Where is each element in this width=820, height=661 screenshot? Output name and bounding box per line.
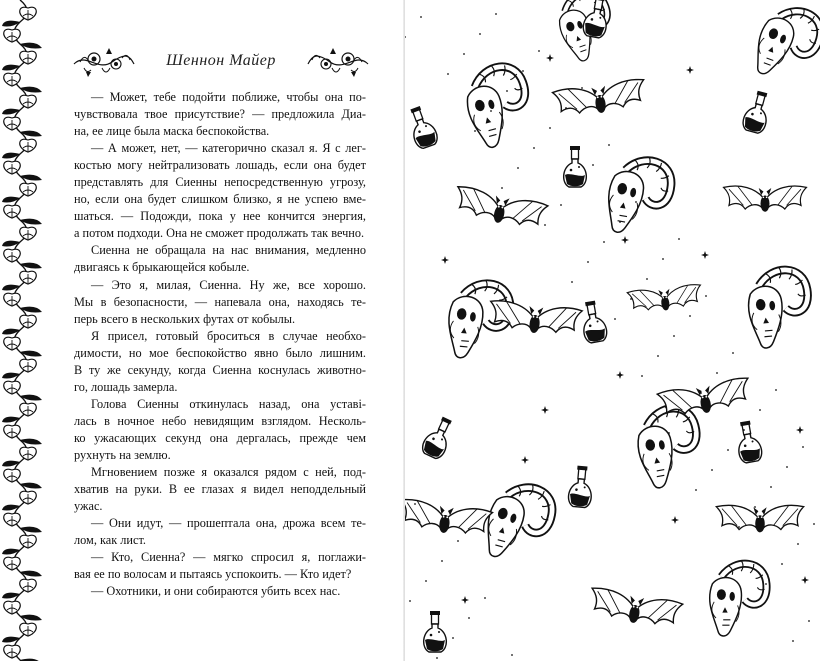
star-icon: [441, 256, 449, 264]
flower-icon: [4, 425, 42, 444]
text-line: — А может, нет, — категорично сказал я. Я с лег-: [91, 141, 366, 156]
flower-icon: [4, 249, 42, 268]
text-line: ужас.: [74, 499, 103, 514]
text-line: Я присел, готовый броситься в случае необхо-: [91, 328, 366, 343]
bat-icon: [405, 498, 493, 539]
flower-icon: [4, 381, 42, 400]
paragraph: [74, 549, 366, 583]
flower-icon: [4, 337, 42, 356]
text-line: двигаясь к брыкающейся кобыле.: [74, 260, 250, 275]
flower-icon: [4, 29, 42, 48]
floral-ornament-icon: [306, 42, 370, 82]
text-line: Голова Сиенны откинулась назад, она уставі-: [91, 396, 366, 411]
page-header: [72, 42, 370, 82]
bat-icon: [716, 505, 803, 532]
text-line: вая ее по волосам и пытаясь успокоить. — Кто идет?: [74, 567, 352, 582]
star-icon: [801, 576, 809, 584]
text-line: а потом подходи. Она не сможет продолжать так вечно.: [74, 226, 365, 241]
potion-icon: [420, 414, 458, 461]
star-icon: [541, 406, 549, 414]
text-line: шаться. — Подожди, пока у нее кончится энергия,: [74, 209, 366, 224]
text-line: перь всего в нескольких футах от кобылы.: [74, 311, 296, 326]
text-line: на, ее лице была маска беспокойства.: [74, 124, 270, 139]
flower-icon: [4, 205, 42, 224]
star-icon: [621, 236, 629, 244]
star-icon: [616, 371, 624, 379]
text-line: лом, как лист.: [74, 533, 146, 548]
paragraph: [74, 277, 366, 328]
text-line: В ту же секунду, когда Сиенна коснулась животно-: [74, 362, 366, 377]
left-page: [0, 0, 405, 661]
flower-icon: [4, 645, 42, 661]
text-line: лась в ночное небо невидящим взглядом. Несколь-: [74, 413, 366, 428]
text-line: — Охотники, и они собираются убить всех нас.: [91, 584, 341, 599]
flower-icon: [4, 161, 42, 180]
text-line: но, если она будет слишком близко, я не успею вме-: [74, 192, 366, 207]
potion-icon: [405, 104, 440, 150]
paragraph: [74, 464, 366, 515]
bat-icon: [627, 284, 703, 314]
bat-icon: [488, 300, 582, 338]
flower-icon: [4, 293, 42, 312]
text-line: чувствовала твое присутствие? — предложила Диа-: [74, 107, 366, 122]
text-line: го, лошадь замерла.: [74, 379, 178, 394]
text-line: костью могу нейтрализовать лошадь, если она будет: [74, 158, 366, 173]
text-line: рухнуть на землю.: [74, 447, 171, 462]
potion-icon: [741, 89, 774, 134]
bat-icon: [452, 185, 548, 232]
running-title: Шеннон Майер: [166, 52, 276, 69]
paragraph: [74, 242, 366, 276]
skull-icon: [602, 151, 675, 240]
star-icon: [686, 66, 694, 74]
skull-icon: [748, 0, 820, 88]
text-line: — Может, тебе подойти поближе, чтобы она по-: [91, 90, 366, 104]
flower-icon: [4, 513, 42, 532]
star-icon: [461, 596, 469, 604]
potion-icon: [568, 465, 594, 508]
potion-icon: [564, 146, 587, 187]
potion-icon: [424, 611, 447, 652]
body-text: [74, 89, 366, 600]
skull-icon: [459, 58, 538, 151]
star-icon: [521, 456, 529, 464]
skull-icon: [480, 475, 559, 568]
skull-icon: [745, 265, 812, 350]
paragraph: [74, 140, 366, 242]
star-icon: [796, 426, 804, 434]
paragraph: [74, 583, 366, 600]
potion-icon: [579, 299, 608, 343]
floral-border-icon: [0, 0, 50, 661]
star-icon: [701, 251, 709, 259]
bat-icon: [657, 377, 753, 421]
text-line: ко ужасающих секунд она дергалась, прежде чем: [74, 430, 366, 445]
paragraph: [74, 328, 366, 396]
text-line: Мы в безопасности, — напевала она, находясь те-: [74, 294, 366, 309]
bat-icon: [552, 78, 647, 119]
flower-icon: [4, 117, 42, 136]
bat-icon: [587, 587, 683, 631]
paragraph: [74, 89, 366, 140]
text-line: — Это я, милая, Сиенна. Ну же, все хорошо.: [91, 277, 366, 292]
paragraph: [74, 515, 366, 549]
flower-icon: [4, 469, 42, 488]
floral-ornament-icon: [72, 42, 136, 82]
text-line: представлять для Сиенны непосредственную угрозу,: [74, 175, 366, 190]
ram-skull-bat-pattern-icon: [405, 0, 820, 661]
text-line: Сиенна не обращала на нас внимания, медленно: [91, 243, 366, 258]
text-line: — Они идут, — прошептала она, дрожа всем те-: [91, 516, 366, 531]
text-line: димости, но мое беспокойство явно было лишним.: [74, 345, 366, 360]
text-line: хватив на руки. В ее глазах я видел неподдельный: [74, 482, 366, 497]
paragraph: [74, 396, 366, 464]
skull-icon: [710, 560, 767, 636]
right-page-pattern: [405, 0, 820, 661]
star-icon: [546, 54, 554, 62]
flower-icon: [4, 601, 42, 620]
text-line: — Кто, Сиенна? — мягко спросил я, поглажи-: [91, 550, 366, 565]
flower-icon: [4, 73, 42, 92]
potion-icon: [734, 419, 763, 463]
star-icon: [671, 516, 679, 524]
flower-icon: [4, 557, 42, 576]
text-line: Мгновением позже я оказался рядом с ней, под-: [91, 465, 366, 480]
skull-icon: [632, 401, 705, 490]
bat-icon: [724, 186, 807, 212]
